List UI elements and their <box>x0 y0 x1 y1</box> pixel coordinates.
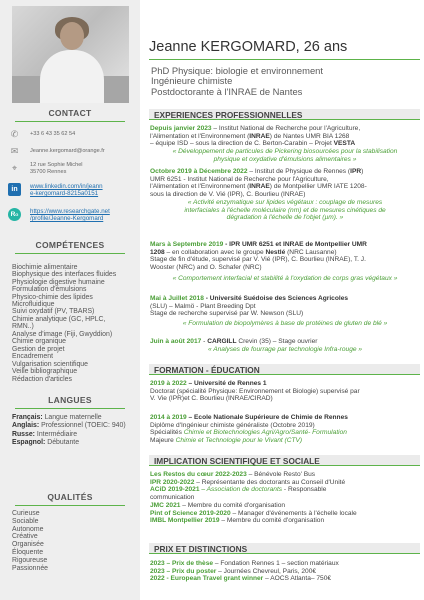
edu1-line3: V. Vie (IPR)et C. Bourlieu (INRAE/CIRAD) <box>150 395 273 403</box>
involvement-item <box>150 486 420 494</box>
skill-item: Rédaction d'articles <box>12 375 72 383</box>
skill-item: Encadrement <box>12 353 53 361</box>
quality-item: Organisée <box>12 541 44 549</box>
involvement-item <box>150 502 420 510</box>
skill-item: Chimie organique <box>12 338 67 346</box>
skill-item: Chimie analytique (GC, HPLC, <box>12 315 106 323</box>
quality-item: Sociable <box>12 517 39 525</box>
edu2-date: 2014 à 2019 <box>150 414 187 421</box>
contact-phone <box>8 128 136 141</box>
qualities-section <box>0 492 140 506</box>
main-column <box>149 0 420 600</box>
experience-entry-1 <box>150 125 420 164</box>
experience-entry-3 <box>150 241 420 283</box>
researchgate-icon: R G <box>8 208 21 221</box>
award-name: – Prix du poster <box>164 567 217 575</box>
quality-item: Rigoureuse <box>12 556 48 564</box>
exp1-line2a: l'Alimentation et l'Environnement ( <box>150 132 250 140</box>
language-item <box>12 431 136 439</box>
experience-entry-2 <box>150 168 420 222</box>
subtitle-line-2: Ingénieure chimiste <box>151 75 233 87</box>
languages-rule <box>15 408 125 409</box>
skill-item: Microfluidique <box>12 301 55 309</box>
profile-photo <box>12 6 129 103</box>
phone-text: +33 6 43 35 62 54 <box>30 131 76 137</box>
languages-section <box>0 395 140 409</box>
contact-rule <box>15 121 125 122</box>
award-name: – Prix de thèse <box>164 560 214 567</box>
email-icon: ✉ <box>10 146 19 156</box>
skill-item: Biochimie alimentaire <box>12 264 78 271</box>
linkedin-line-2[interactable]: e-kergomard-8215a0151 <box>30 190 99 198</box>
exp1-quote-2: physique et oxydative d'émulsions alimentaires » <box>213 155 357 163</box>
involvement-head: Les Restos du cœur 2022-2023 <box>150 471 247 478</box>
contact-title: CONTACT <box>48 108 92 118</box>
name-rule <box>149 59 420 60</box>
involvement-item <box>150 517 420 525</box>
involvement-text: - Responsable <box>282 486 327 494</box>
contact-address <box>8 162 136 176</box>
skill-item: Vulgarisation scientifique <box>12 360 88 368</box>
education-heading <box>149 364 420 375</box>
exp2-line3b: ) de Montpellier UMR IATE 1208- <box>269 183 367 191</box>
quality-item: Éloquente <box>12 548 44 556</box>
involvement-item <box>150 494 420 502</box>
involvement-item <box>150 471 420 479</box>
skill-item: Biophysique des interfaces fluides <box>12 271 117 279</box>
contact-section <box>0 108 140 122</box>
involvement-item <box>150 479 420 487</box>
exp2-quote-3: dégradation à l'échelle de l'objet (µm). » <box>226 214 344 222</box>
involvement-item <box>150 510 420 518</box>
skill-item: Veille bibliographique <box>12 368 78 376</box>
skills-section <box>0 240 140 254</box>
edu2-line3b: Chimie et Biotechnologies Agri/Agro/Santé- Formulation <box>183 429 347 437</box>
address-text <box>30 162 83 176</box>
subtitle <box>151 66 323 97</box>
awards-heading <box>149 543 420 554</box>
involvement-head: IPR 2020-2022 <box>150 478 195 486</box>
linkedin-link[interactable] <box>30 183 103 197</box>
language-item <box>12 439 136 447</box>
qualities-list <box>12 510 136 572</box>
skill-item: Suivi oxydatif (PV, TBARS) <box>12 308 95 316</box>
skill-item: Formulation d'émulsions <box>12 286 87 294</box>
exp3-line4: Wooster (NRC) and O. Schafer (NRC) <box>150 264 262 272</box>
language-name: Anglais: <box>12 422 40 430</box>
involvement-text: – Manager d'événements à l'échelle locale <box>230 509 357 517</box>
language-level: Langue maternelle <box>44 414 102 421</box>
exp1-date: Depuis janvier 2023 <box>150 125 212 132</box>
skill-item: Physiologie digestive humaine <box>12 278 105 286</box>
quality-item: Curieuse <box>12 510 40 517</box>
languages-list <box>12 414 136 448</box>
exp3-line1: - IPR UMR 6251 et INRAE de Montpellier UMR <box>223 241 367 248</box>
involvement-head: Pint of Science 2019-2020 <box>150 509 231 517</box>
edu1-date: 2019 à 2022 <box>150 380 187 387</box>
exp2-line1b: ) <box>361 168 364 175</box>
exp1-line2b: ) de Nantes UMR BIA 1268 <box>269 132 350 140</box>
quality-item: Passionnée <box>12 564 49 572</box>
languages-title: LANGUES <box>48 395 92 405</box>
awards-list <box>150 560 420 583</box>
address-line-1: 12 rue Sophie Michel <box>30 162 83 168</box>
exp1-inrae: INRAE <box>249 132 270 140</box>
skills-list-2 <box>12 346 136 383</box>
edu1-line2: Doctorat (spécialité Physique: Environnement et Biologie) supervisé par <box>150 387 360 395</box>
skill-item: Physico-chimie des lipides <box>12 293 93 301</box>
quality-item: Créative <box>12 533 38 541</box>
exp2-line3a: l'Alimentation et l'Environnement ( <box>150 183 250 191</box>
involvement-text: communication <box>150 494 195 502</box>
exp2-line2: UMR 6251 - Institut National de Recherche pour l'Agriculture, <box>150 175 329 183</box>
exp3-line2b: – en collaboration avec le groupe <box>164 248 266 256</box>
exp2-date: Octobre 2019 à Décembre 2022 <box>150 168 248 175</box>
quality-item: Autonome <box>12 525 44 533</box>
qualities-title: QUALITÉS <box>47 492 93 502</box>
exp3-line3: Stage de fin d'étude, supervisé par V. Vié (IPR), C. Bourlieu (INRAE), T. J. <box>150 256 366 264</box>
exp2-line1a: – Institut de Physique de Rennes ( <box>247 168 351 175</box>
education-entry-2 <box>150 414 420 445</box>
person-name: Jeanne KERGOMARD, 26 ans <box>149 39 348 55</box>
researchgate-link[interactable] <box>30 208 110 222</box>
involvement-title: IMPLICATION SCIENTIFIQUE ET SOCIALE <box>154 456 320 466</box>
skill-item: RMN..) <box>12 323 34 331</box>
skills-list <box>12 264 136 345</box>
involvement-list <box>150 471 420 525</box>
language-level: Intermédiaire <box>36 430 78 438</box>
exp2-quote-2: interfaciales à l'échelle moléculaire (nm) et de mesures cinétiques de <box>184 206 386 214</box>
exp4-line2: (SLU) – Malmö - Plant Breeding Dpt <box>150 302 256 310</box>
experience-heading <box>149 109 420 120</box>
award-year: 2022 <box>150 575 165 583</box>
exp2-inrae: INRAE <box>249 183 270 191</box>
award-name: - European Travel grant winner <box>164 575 264 583</box>
award-item <box>150 575 420 583</box>
exp4-quote-1: « Formulation de biopolymères à base de protéines de gluten de blé » <box>182 320 388 328</box>
skill-item: Analyse d'image (Fiji, Gwyddion) <box>12 330 113 338</box>
language-level: Professionnel (TOEIC: 940) <box>41 422 126 430</box>
experience-title: EXPERIENCES PROFESSIONNELLES <box>154 110 303 120</box>
award-text: – AOCS Atlanta– 750€ <box>263 575 332 583</box>
exp1-quote-1: « Développement de particules de Pickering biosourcées pour la stabilisation <box>172 148 398 156</box>
subtitle-line-1: PhD Physique: biologie et environnement <box>151 65 323 76</box>
edu2-line4b: Chimie et Technologie pour le Vivant (CTV) <box>175 437 303 445</box>
involvement-heading <box>149 455 420 466</box>
qualities-rule <box>15 505 125 506</box>
exp3-nestle: Nestlé <box>265 248 286 256</box>
language-name: Russe: <box>12 430 35 438</box>
edu2-line3a: Spécialités <box>150 429 184 437</box>
involvement-org: – Association de doctorants <box>199 486 283 494</box>
exp1-line3: – équipe ISD – sous la direction de C. Berton-Carabin – Projet <box>150 140 334 148</box>
awards-title: PRIX ET DISTINCTIONS <box>154 544 248 554</box>
language-item <box>12 422 136 430</box>
exp5-cargill: CARGILL <box>207 338 237 345</box>
involvement-text: – Membre du comité d'organisation <box>219 517 325 525</box>
edu2-line1: – Ecole Nationale Supérieure de Chimie de Rennes <box>186 414 348 421</box>
linkedin-line-1[interactable]: www.linkedin.com/in/jeann <box>30 183 103 190</box>
linkedin-icon: in <box>8 183 21 196</box>
award-year: 2023 <box>150 560 165 567</box>
exp1-vesta: VESTA <box>333 140 356 148</box>
exp4-date: Mai à Juillet 2018 <box>150 295 204 302</box>
exp4-line3: Stage de recherche supervisé par W. Newson (SLU) <box>150 310 304 318</box>
education-title: FORMATION - ÉDUCATION <box>154 365 260 375</box>
involvement-head: IMBL Montpellier 2019 <box>150 517 220 525</box>
exp2-quote-1: « Activité enzymatique sur lipides végétaux : couplage de mesures <box>187 198 383 206</box>
exp5-line1a: - <box>201 338 208 345</box>
exp2-line4: sous la direction de V. Vié (IPR), C. Bourlieu (INRAE) <box>150 191 306 199</box>
contact-researchgate[interactable] <box>8 208 136 222</box>
researchgate-line-2[interactable]: /profile/Jeanne-Kergomard <box>30 215 104 223</box>
exp3-quote-1: « Comportement interfacial et stabilité à l'oxydation de corps gras végétaux » <box>172 274 398 282</box>
award-year: 2023 <box>150 567 165 575</box>
award-text: – Fondation Rennes 1 – section matériaux <box>213 560 339 567</box>
contact-linkedin[interactable] <box>8 183 136 197</box>
language-level: Débutante <box>47 439 80 447</box>
experience-entry-5 <box>150 338 420 353</box>
experience-entry-4 <box>150 295 420 328</box>
language-name: Espagnol: <box>12 439 46 447</box>
involvement-head: JMC 2021 <box>150 501 181 509</box>
exp1-line1: – Institut National de Recherche pour l'Agriculture, <box>211 125 361 132</box>
exp2-ipr: IPR <box>350 168 362 175</box>
language-name: Français: <box>12 414 43 421</box>
exp5-date: Juin à août 2017 <box>150 338 202 345</box>
email-text[interactable]: Jeanne.kergomard@orange.fr <box>30 148 105 154</box>
exp3-line2a: 1208 <box>150 248 165 256</box>
subtitle-line-3: Postdoctorante à l'INRAE de Nantes <box>151 85 303 97</box>
exp3-line2c: (NRC Lausanne) <box>285 248 337 256</box>
exp5-quote-1: « Analyses de fourrage par technologie Infra-rouge » <box>207 345 363 353</box>
address-line-2: 35700 Rennes <box>30 168 67 175</box>
edu1-line1: – Université de Rennes 1 <box>186 380 267 387</box>
involvement-text: – Membre du comité d'organisation <box>180 501 286 509</box>
involvement-text: – Bénévole Resto' Bus <box>246 471 316 478</box>
edu2-line4a: Majeure <box>150 437 176 445</box>
location-pin-icon: ⌖ <box>11 163 18 173</box>
award-item <box>150 560 420 568</box>
language-item <box>12 414 136 422</box>
skill-item: Gestion de projet <box>12 346 65 353</box>
award-item <box>150 568 420 576</box>
exp3-date: Mars à Septembre 2019 <box>150 241 224 248</box>
award-text: – Journées Chevreul, Paris, 200€ <box>216 567 317 575</box>
sidebar <box>0 0 140 600</box>
exp4-line1: - Université Suédoise des Sciences Agricoles <box>203 295 349 302</box>
skills-rule <box>15 253 125 254</box>
involvement-text: – Représentante des doctorants au Conseil d'Unité <box>194 478 346 486</box>
phone-icon: ✆ <box>10 129 19 139</box>
contact-email[interactable] <box>8 145 136 158</box>
skills-title: COMPÉTENCES <box>35 240 105 250</box>
education-entry-1 <box>150 380 420 403</box>
edu2-line2: Diplôme d'Ingénieur chimiste généraliste (Octobre 2019) <box>150 421 315 429</box>
exp5-line1b: Crevin (35) – Stage ouvrier <box>236 338 318 345</box>
researchgate-line-1[interactable]: https://www.researchgate.net <box>30 208 110 215</box>
involvement-head: ACiD 2019-2021 <box>150 486 200 494</box>
